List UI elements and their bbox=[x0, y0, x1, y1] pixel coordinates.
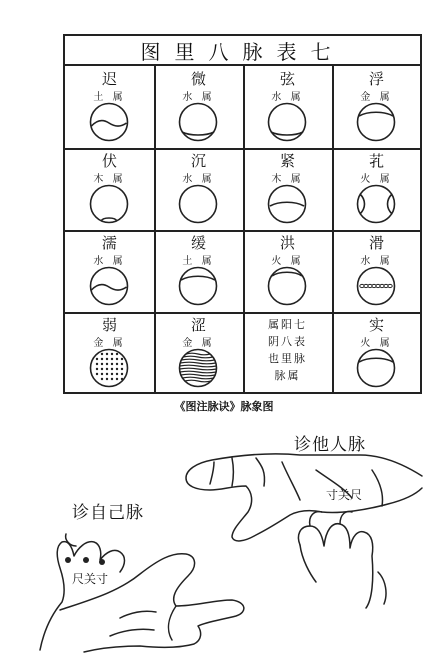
pulse-element: 木 属 bbox=[93, 174, 126, 185]
pulse-name: 弦 bbox=[279, 70, 295, 88]
pulse-element: 土 属 bbox=[93, 92, 126, 103]
pulse-name: 濡 bbox=[101, 234, 117, 252]
pulse-name: 微 bbox=[190, 70, 206, 88]
pulse-element: 土 属 bbox=[182, 256, 215, 267]
table-title-text: 图里八脉表七 bbox=[140, 39, 345, 64]
pulse-element: 水 属 bbox=[182, 92, 215, 103]
pulse-name: 滑 bbox=[368, 234, 384, 252]
pulse-element: 金 属 bbox=[182, 338, 215, 349]
table-note-line: 阴八表 bbox=[268, 335, 307, 348]
pulse-name: 弱 bbox=[101, 316, 117, 334]
label-chi-guan-cun-left: 尺关寸 bbox=[72, 572, 109, 586]
table-note-line: 脉属 bbox=[274, 369, 301, 382]
pulse-element: 木 属 bbox=[271, 174, 304, 185]
pulse-element: 水 属 bbox=[271, 92, 304, 103]
label-diagnose-self: 诊自己脉 bbox=[72, 503, 144, 523]
pulse-name: 浮 bbox=[368, 70, 384, 88]
pulse-name: 洪 bbox=[279, 234, 295, 252]
pulse-name: 芤 bbox=[368, 152, 384, 170]
pulse-element: 火 属 bbox=[271, 256, 304, 267]
pulse-element: 火 属 bbox=[360, 338, 393, 349]
pulse-element: 金 属 bbox=[93, 338, 126, 349]
self-left-hand bbox=[40, 542, 125, 650]
pulse-element: 金 属 bbox=[360, 92, 393, 103]
pulse-element: 火 属 bbox=[360, 174, 393, 185]
pulse-name: 紧 bbox=[279, 152, 295, 170]
pulse-element: 水 属 bbox=[93, 256, 126, 267]
table-note-line: 也里脉 bbox=[268, 352, 307, 365]
pulse-element: 水 属 bbox=[182, 174, 215, 185]
pulse-name: 实 bbox=[368, 316, 384, 334]
label-diagnose-others: 诊他人脉 bbox=[294, 435, 366, 455]
pulse-name: 沉 bbox=[190, 152, 206, 170]
pulse-name: 伏 bbox=[101, 152, 117, 170]
self-right-hand bbox=[60, 554, 244, 652]
pulse-element: 水 属 bbox=[360, 256, 393, 267]
pulse-name: 涩 bbox=[190, 316, 206, 334]
table-note-line: 属阳七 bbox=[268, 318, 307, 331]
label-cun-guan-chi-right: 寸关尺 bbox=[326, 488, 363, 502]
pulse-name: 迟 bbox=[101, 70, 117, 88]
figure-caption: 《图注脉诀》脉象图 bbox=[174, 400, 274, 413]
pulse-name: 缓 bbox=[190, 234, 206, 252]
doctor-right-hand bbox=[298, 524, 372, 608]
